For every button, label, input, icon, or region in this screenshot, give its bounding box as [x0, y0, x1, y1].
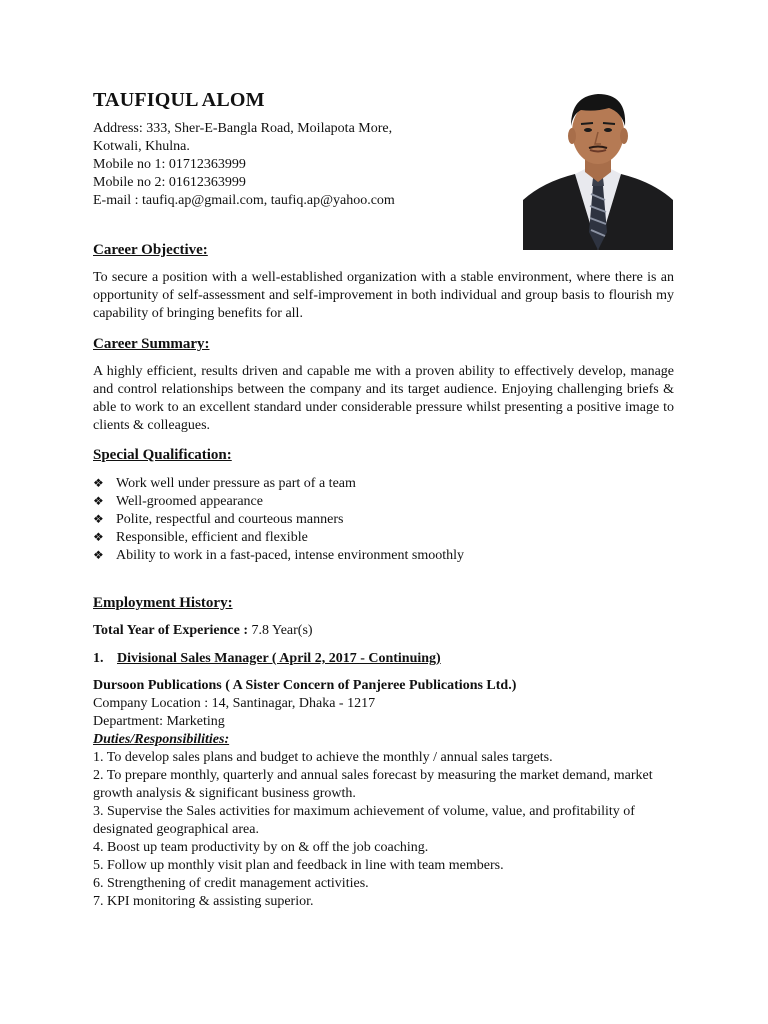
qualification-text: Well-groomed appearance: [116, 494, 263, 509]
mobile-2: Mobile no 2: 01612363999: [93, 175, 246, 190]
job-number: 1.: [93, 651, 104, 666]
duties-list: [93, 749, 683, 911]
diamond-bullet-icon: ❖: [93, 512, 104, 526]
employment-history-heading: Employment History:: [93, 595, 233, 611]
list-item: 6. Strengthening of credit management activities.: [93, 876, 369, 891]
qualification-list: [93, 474, 673, 564]
qualification-text: Responsible, efficient and flexible: [116, 530, 308, 545]
list-item: 5. Follow up monthly visit plan and feedback in line with team members.: [93, 858, 504, 873]
address-line-1: Address: 333, Sher-E-Bangla Road, Moilapota More,: [93, 121, 393, 136]
duties-heading: Duties/Responsibilities:: [93, 732, 230, 747]
total-experience-label: Total Year of Experience :: [93, 623, 249, 638]
diamond-bullet-icon: ❖: [93, 530, 104, 544]
applicant-name: TAUFIQUL ALOM: [93, 89, 265, 111]
qualification-text: Polite, respectful and courteous manners: [116, 512, 344, 527]
email: E-mail : taufiq.ap@gmail.com, taufiq.ap@yahoo.com: [93, 193, 395, 208]
list-item: [93, 492, 673, 510]
list-item: 2. To prepare monthly, quarterly and annual sales forecast by measuring the market demand, market growth analysis & significant business growth.: [93, 768, 653, 801]
career-summary-heading: Career Summary:: [93, 336, 210, 352]
career-objective-paragraph: To secure a position with a well-established organization with a stable environment, where there is an opportunity of self-assessment and self-improvement in both individual and group basis to flourish my capability of bringing benefits for all.: [93, 270, 674, 321]
profile-photo: [523, 82, 673, 250]
company-block: [93, 677, 683, 911]
department: Department: Marketing: [93, 714, 225, 729]
total-experience: [93, 622, 313, 640]
career-objective-heading: Career Objective:: [93, 242, 208, 258]
list-item: [93, 546, 673, 564]
company-location: Company Location : 14, Santinagar, Dhaka - 1217: [93, 696, 376, 711]
job-title-row: [93, 650, 441, 668]
special-qualification-heading: Special Qualification:: [93, 447, 232, 463]
company-name: Dursoon Publications ( A Sister Concern of Panjeree Publications Ltd.): [93, 678, 517, 693]
mobile-1: Mobile no 1: 01712363999: [93, 157, 246, 172]
diamond-bullet-icon: ❖: [93, 476, 104, 490]
diamond-bullet-icon: ❖: [93, 494, 104, 508]
qualification-text: Ability to work in a fast-paced, intense environment smoothly: [116, 548, 464, 563]
career-summary-text: [93, 363, 674, 435]
career-summary-paragraph: A highly efficient, results driven and capable me with a proven ability to effectively develop, manage and control relationships between the company and its target audience. Enjoying challenging briefs & able to work to an excellent standard under considerable pressure whilst presenting a positive image to clients & colleagues.: [93, 364, 674, 433]
diamond-bullet-icon: ❖: [93, 548, 104, 562]
list-item: 7. KPI monitoring & assisting superior.: [93, 894, 314, 909]
list-item: [93, 510, 673, 528]
job-title: Divisional Sales Manager ( April 2, 2017 - Continuing): [117, 651, 441, 666]
list-item: [93, 528, 673, 546]
total-experience-value: 7.8 Year(s): [248, 623, 313, 638]
career-objective-text: [93, 269, 674, 323]
list-item: 3. Supervise the Sales activities for maximum achievement of volume, value, and profitability of designated geographical area.: [93, 804, 635, 837]
list-item: 1. To develop sales plans and budget to achieve the monthly / annual sales targets.: [93, 750, 553, 765]
list-item: [93, 474, 673, 492]
contact-block: [93, 120, 513, 210]
qualification-text: Work well under pressure as part of a team: [116, 476, 356, 491]
address-line-2: Kotwali, Khulna.: [93, 139, 190, 154]
list-item: 4. Boost up team productivity by on & off the job coaching.: [93, 840, 429, 855]
